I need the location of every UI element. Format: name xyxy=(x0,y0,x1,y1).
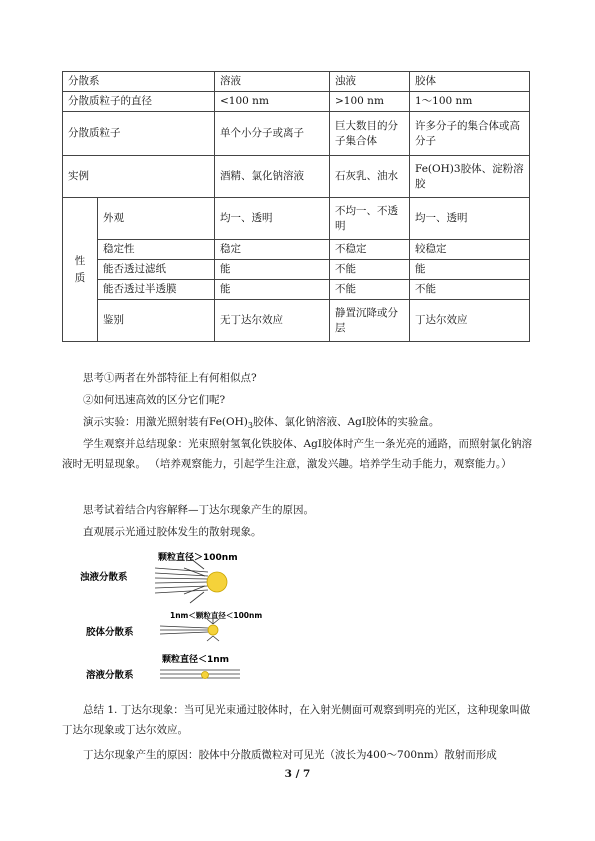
table-cell: 酒精、氯化钠溶液 xyxy=(215,156,330,198)
property-group-cell xyxy=(63,198,98,342)
table-cell: 均一、透明 xyxy=(215,198,330,240)
table-cell: 较稳定 xyxy=(410,240,530,260)
diagram-title-solution: 颗粒直径＜1nm xyxy=(162,655,230,665)
table-cell: 能否透过半透膜 xyxy=(98,280,215,300)
table-cell: 浊液 xyxy=(330,72,410,92)
table-row xyxy=(63,240,530,260)
table-cell: 分散系 xyxy=(63,72,215,92)
table-cell: 外观 xyxy=(98,198,215,240)
table-row xyxy=(63,198,530,240)
dispersion-comparison-table xyxy=(62,71,530,342)
table-cell: 溶液 xyxy=(215,72,330,92)
table-cell: 巨大数目的分子集合体 xyxy=(330,112,410,156)
diagram-title-colloid: 1nm＜颗粒直径＜100nm xyxy=(170,611,263,620)
table-cell: 能否透过滤纸 xyxy=(98,260,215,280)
table-cell: 不均一、不透明 xyxy=(330,198,410,240)
table-cell: 单个小分子或离子 xyxy=(215,112,330,156)
summary-tyndall: 总结 1. 丁达尔现象：当可见光束通过胶体时，在入射光侧面可观察到明亮的光区，这种现象叫做丁达尔现象或丁达尔效应。 xyxy=(62,704,531,736)
visual-demo-intro: 直观展示光通过胶体发生的散射现象。 xyxy=(83,526,262,538)
table-row xyxy=(63,260,530,280)
table-row xyxy=(63,92,530,112)
solution-light-rays xyxy=(160,670,240,678)
demo-text-a: 演示实验：用激光照射装有Fe(OH) xyxy=(83,416,248,428)
demo-experiment xyxy=(62,412,534,436)
table-cell: 不能 xyxy=(330,260,410,280)
property-group-label: 质 xyxy=(74,271,86,284)
table-cell: 丁达尔效应 xyxy=(410,300,530,342)
property-group-label: 性 xyxy=(74,254,86,267)
tyndall-cause: 丁达尔现象产生的原因：胶体中分散质微粒对可见光（波长为400～700nm）散射而形成 xyxy=(83,749,497,761)
diagram-label-solution: 溶液分散系 xyxy=(86,670,134,681)
table-cell: >100 nm xyxy=(330,92,410,112)
table-cell: 分散质粒子的直径 xyxy=(63,92,215,112)
table-cell: 稳定 xyxy=(215,240,330,260)
table-cell: 静置沉降或分层 xyxy=(330,300,410,342)
small-particle-icon xyxy=(202,672,209,679)
table-cell: 胶体 xyxy=(410,72,530,92)
light-scattering-diagram xyxy=(80,548,290,693)
table-row xyxy=(63,112,530,156)
think-question-2: ②如何迅速高效的区分它们呢? xyxy=(83,394,226,406)
table-cell: 鉴别 xyxy=(98,300,215,342)
table-cell: 分散质粒子 xyxy=(63,112,215,156)
student-observation: 学生观察并总结现象：光束照射氢氧化铁胶体、AgI胶体时产生一条光亮的通路，而照射氯化钠溶液时无明显现象。 （培养观察能力，引起学生注意，激发兴趣。培养学生动手能力，观察能力。） xyxy=(62,438,532,470)
table-cell: 能 xyxy=(215,280,330,300)
think-question-1: 思考①两者在外部特征上有何相似点? xyxy=(83,372,257,384)
page-number: 3 / 7 xyxy=(284,768,311,780)
demo-subscript: 3 xyxy=(247,421,253,431)
table-cell: 稳定性 xyxy=(98,240,215,260)
table-cell: 均一、透明 xyxy=(410,198,530,240)
diagram-title-suspension: 颗粒直径＞100nm xyxy=(158,553,238,563)
think-explain: 思考试着结合内容解释—丁达尔现象产生的原因。 xyxy=(83,504,314,516)
suspension-light-rays xyxy=(155,558,208,603)
table-row xyxy=(63,72,530,92)
table-row xyxy=(63,156,530,198)
medium-particle-icon xyxy=(208,625,218,635)
table-cell: <100 nm xyxy=(215,92,330,112)
table-cell: 能 xyxy=(215,260,330,280)
table-cell: 实例 xyxy=(63,156,215,198)
table-cell: 1～100 nm xyxy=(410,92,530,112)
table-cell: 石灰乳、油水 xyxy=(330,156,410,198)
table-cell: 不能 xyxy=(330,280,410,300)
table-cell: Fe(OH)3胶体、淀粉溶胶 xyxy=(410,156,530,198)
table-cell: 不能 xyxy=(410,280,530,300)
diagram-label-colloid: 胶体分散系 xyxy=(86,627,134,638)
demo-text-b: 胶体、氯化钠溶液、AgI胶体的实验盒。 xyxy=(252,416,440,428)
large-particle-icon xyxy=(207,572,227,592)
diagram-label-suspension: 浊液分散系 xyxy=(80,572,128,583)
table-row xyxy=(63,280,530,300)
table-cell: 不稳定 xyxy=(330,240,410,260)
table-cell: 许多分子的集合体或高分子 xyxy=(410,112,530,156)
table-row xyxy=(63,300,530,342)
table-cell: 能 xyxy=(410,260,530,280)
table-cell: 无丁达尔效应 xyxy=(215,300,330,342)
